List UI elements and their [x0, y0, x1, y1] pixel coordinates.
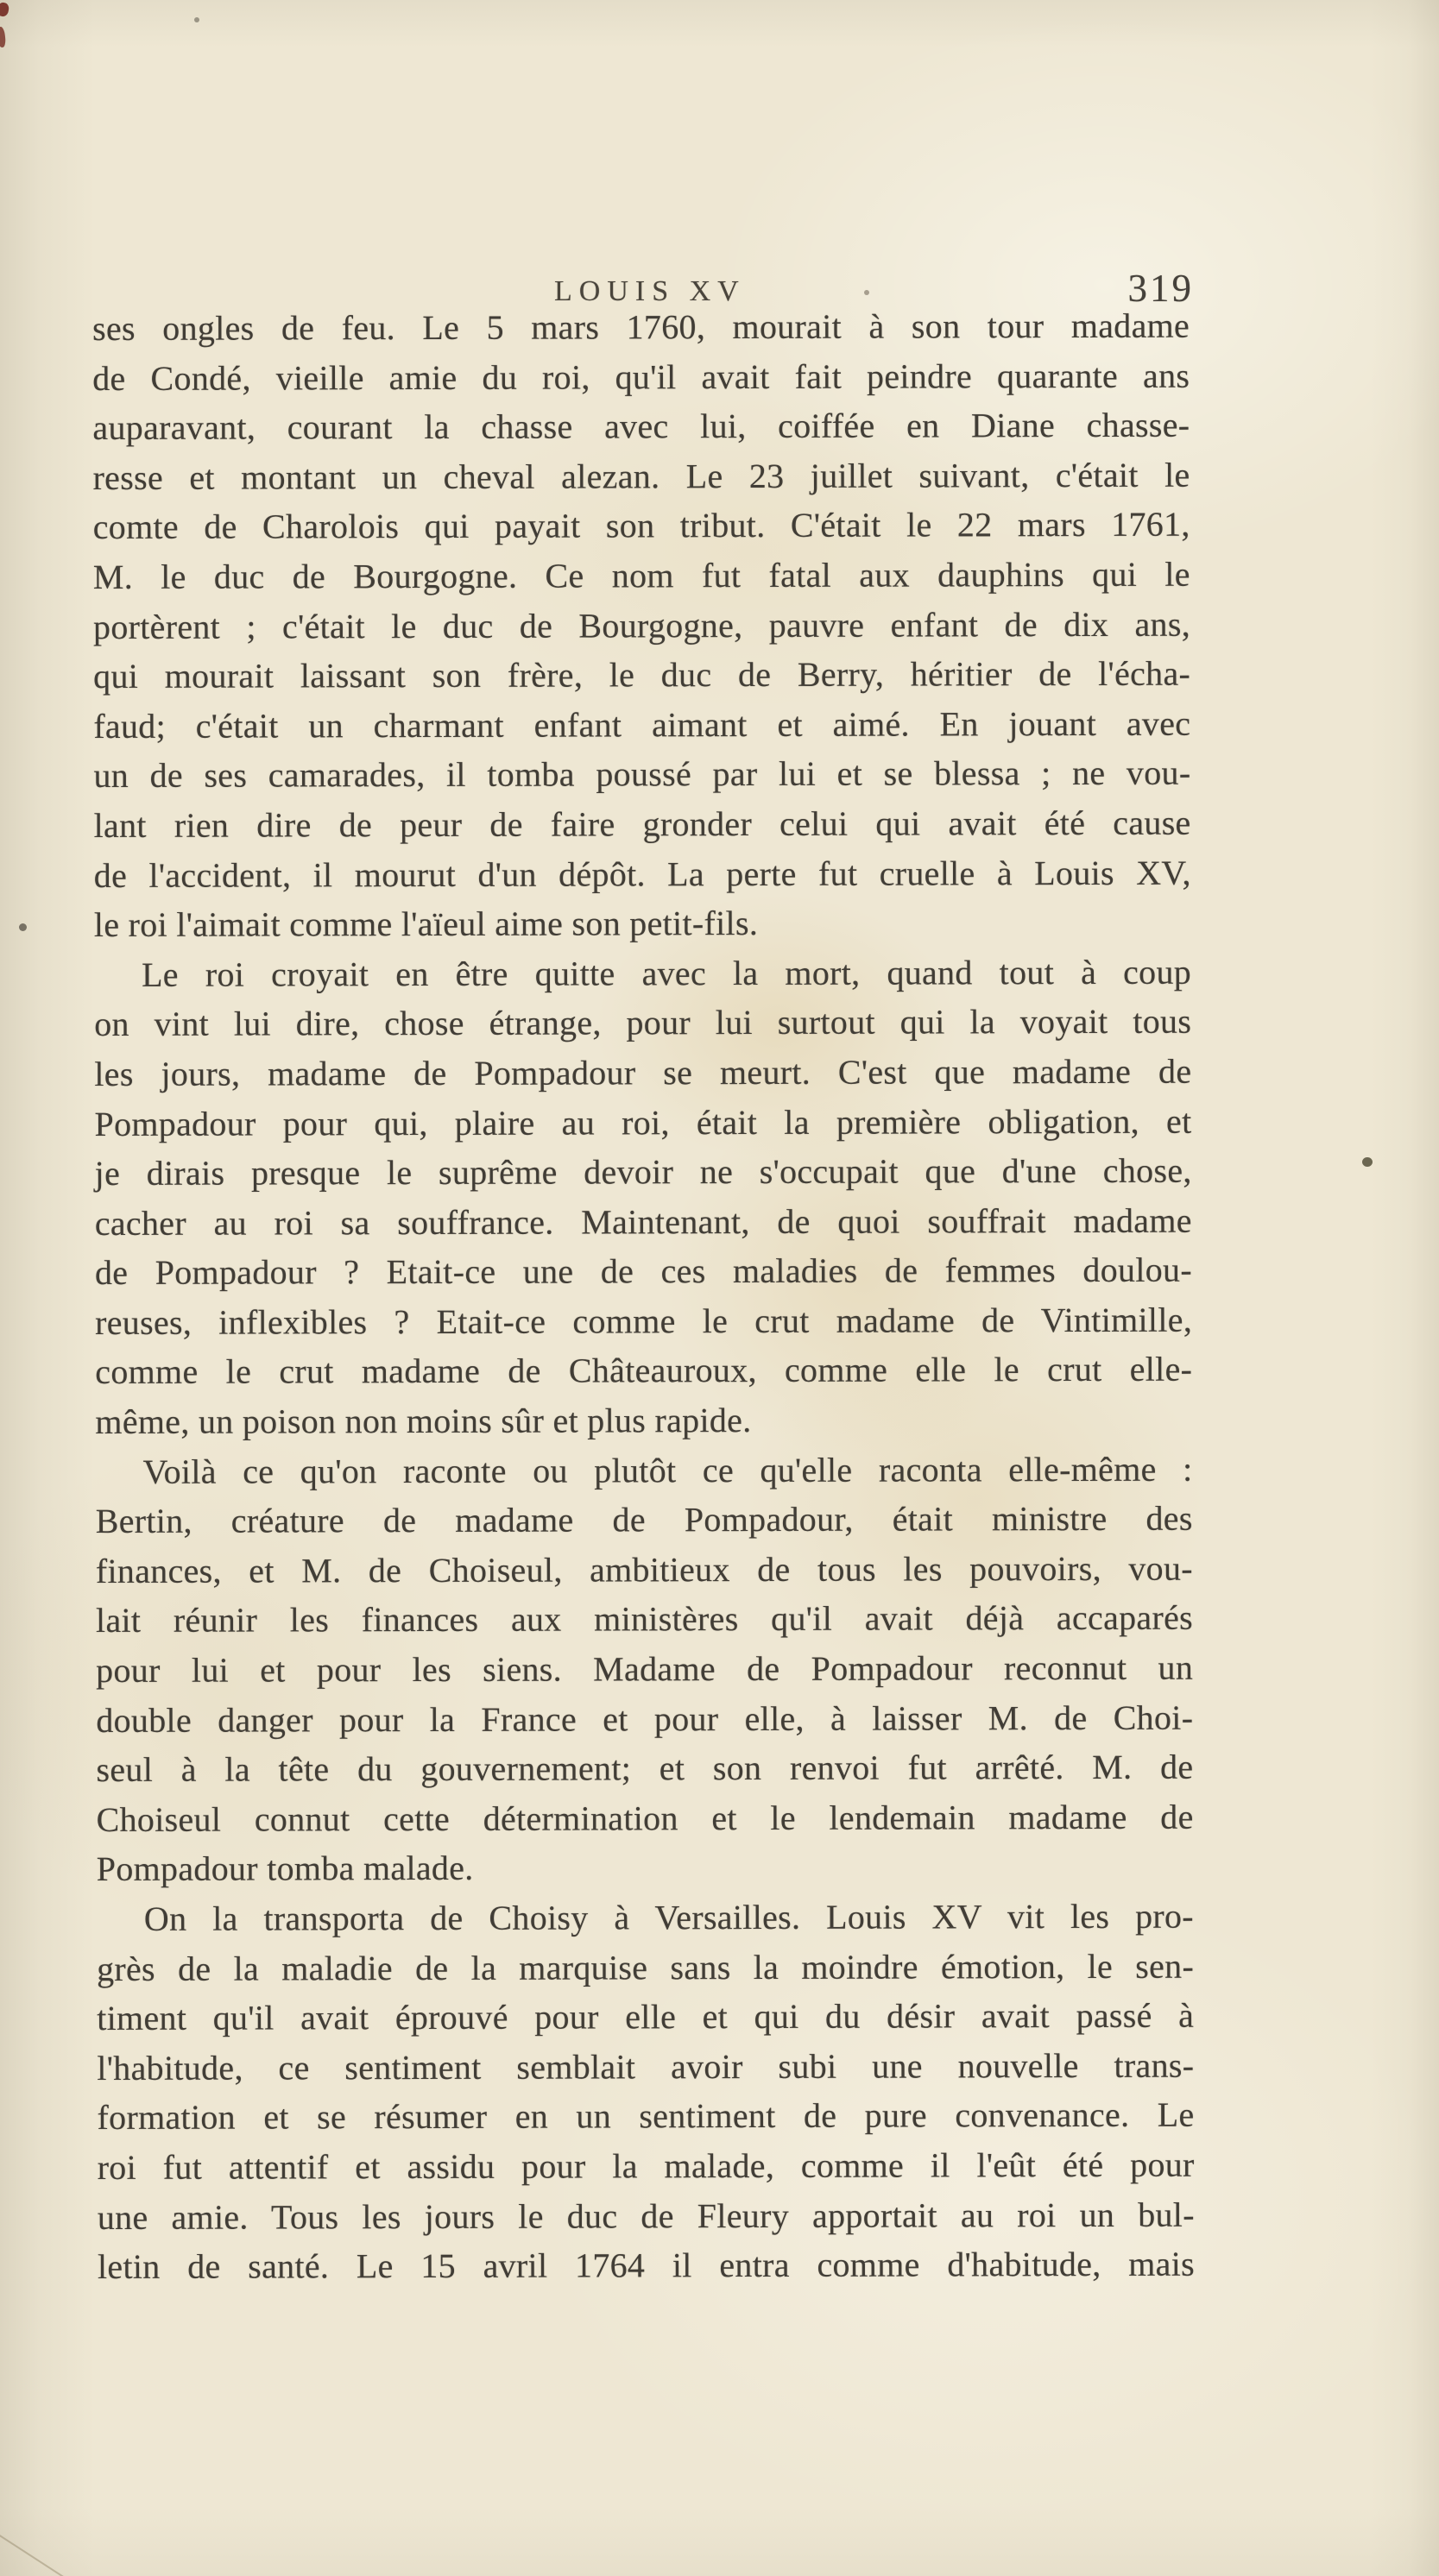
text-line: comte de Charolois qui payait son tribut. C'était le 22 mars 1761,	[92, 505, 1190, 547]
text-line: roi fut attentif et assidu pour la malade, comme il l'eût été pour	[97, 2145, 1195, 2187]
text-line: cacher au roi sa souffrance. Maintenant, de quoi souffrait madame	[94, 1200, 1192, 1243]
text-line: Bertin, créature de madame de Pompadour, était ministre des	[95, 1498, 1193, 1541]
text-line: letin de santé. Le 15 avril 1764 il entra comme d'habitude, mais	[97, 2244, 1196, 2287]
text-line: comme le crut madame de Châteauroux, comme elle le crut elle-	[95, 1350, 1193, 1392]
text-line: de l'accident, il mourut d'un dépôt. La perte fut cruelle à Louis XV,	[93, 853, 1191, 895]
text-line: le roi l'aimait comme l'aïeul aime son petit-fils.	[93, 904, 759, 945]
text-line: Choiseul connut cette détermination et le lendemain madame de	[96, 1797, 1194, 1839]
text-line: je dirais presque le suprême devoir ne s'occupait que d'une chose,	[94, 1150, 1192, 1194]
text-line: qui mourait laissant son frère, le duc de Berry, héritier de l'écha-	[93, 653, 1191, 696]
paper-speck	[864, 290, 869, 295]
text-line: une amie. Tous les jours le duc de Fleury apportait au roi un bul-	[97, 2195, 1195, 2237]
text-line: seul à la tête du gouvernement; et son renvoi fut arrêté. M. de	[96, 1747, 1194, 1790]
text-line: un de ses camarades, il tomba poussé par lui et se blessa ; ne vou-	[93, 753, 1191, 796]
binding-mark	[0, 27, 6, 48]
text-line: les jours, madame de Pompadour se meurt. C'est que madame de	[94, 1051, 1192, 1093]
text-line: de Condé, vieille amie du roi, qu'il avait fait peindre quarante ans	[92, 356, 1190, 398]
text-line: faud; c'était un charmant enfant aimant et aimé. En jouant avec	[93, 703, 1191, 746]
text-line: finances, et M. de Choiseul, ambitieux de tous les pouvoirs, vou-	[95, 1548, 1193, 1590]
page-crease	[0, 2527, 82, 2576]
text-line: lait réunir les finances aux ministères qu'il avait déjà accaparés	[95, 1598, 1194, 1641]
text-line: on vint lui dire, chose étrange, pour lui surtout qui la voyait tous	[94, 1001, 1192, 1044]
text-line: timent qu'il avait éprouvé pour elle et qui du désir avait passé à	[97, 1995, 1195, 2038]
text-line: l'habitude, ce sentiment semblait avoir subi une nouvelle trans-	[97, 2045, 1195, 2088]
ink-speck	[194, 17, 199, 22]
text-line: reuses, inflexibles ? Etait-ce comme le crut madame de Vintimille,	[95, 1300, 1193, 1342]
text-line: même, un poison non moins sûr et plus rapide.	[95, 1401, 752, 1442]
text-line: ses ongles de feu. Le 5 mars 1760, mourait à son tour madame	[92, 305, 1190, 348]
text-line: M. le duc de Bourgogne. Ce nom fut fatal aux dauphins qui le	[92, 554, 1190, 596]
text-line: grès de la maladie de la marquise sans la moindre émotion, le sen-	[96, 1946, 1195, 1988]
text-line: Pompadour pour qui, plaire au roi, était la première obligation, et	[94, 1101, 1192, 1143]
text-line: Pompadour tomba malade.	[96, 1849, 474, 1889]
text-line: On la transporta de Choisy à Versailles. Louis XV vit les pro-	[143, 1896, 1194, 1938]
text-line: formation et se résumer en un sentiment de pure convenance. Le	[97, 2095, 1195, 2138]
ink-speck	[19, 923, 27, 931]
running-title: LOUIS XV	[554, 275, 746, 307]
ink-speck	[1362, 1157, 1373, 1167]
text-line: de Pompadour ? Etait-ce une de ces maladies de femmes doulou-	[94, 1250, 1192, 1293]
text-line: Le roi croyait en être quitte avec la mort, quand tout à coup	[141, 952, 1192, 994]
text-line: double danger pour la France et pour elle, à laisser M. de Choi-	[96, 1697, 1194, 1740]
text-line: portèrent ; c'était le duc de Bourgogne, pauvre enfant de dix ans,	[92, 604, 1191, 646]
text-line: lant rien dire de peur de faire gronder celui qui avait été cause	[93, 803, 1191, 845]
text-line: pour lui et pour les siens. Madame de Pompadour reconnut un	[96, 1647, 1194, 1691]
page-number: 319	[1127, 267, 1194, 310]
binding-mark	[0, 2, 9, 17]
text-line: resse et montant un cheval alezan. Le 23 juillet suivant, c'était le	[92, 455, 1190, 497]
text-line: Voilà ce qu'on raconte ou plutôt ce qu'elle raconta elle-même :	[142, 1449, 1193, 1491]
text-line: auparavant, courant la chasse avec lui, coiffée en Diane chasse-	[92, 405, 1190, 448]
page-body	[92, 301, 1195, 2292]
